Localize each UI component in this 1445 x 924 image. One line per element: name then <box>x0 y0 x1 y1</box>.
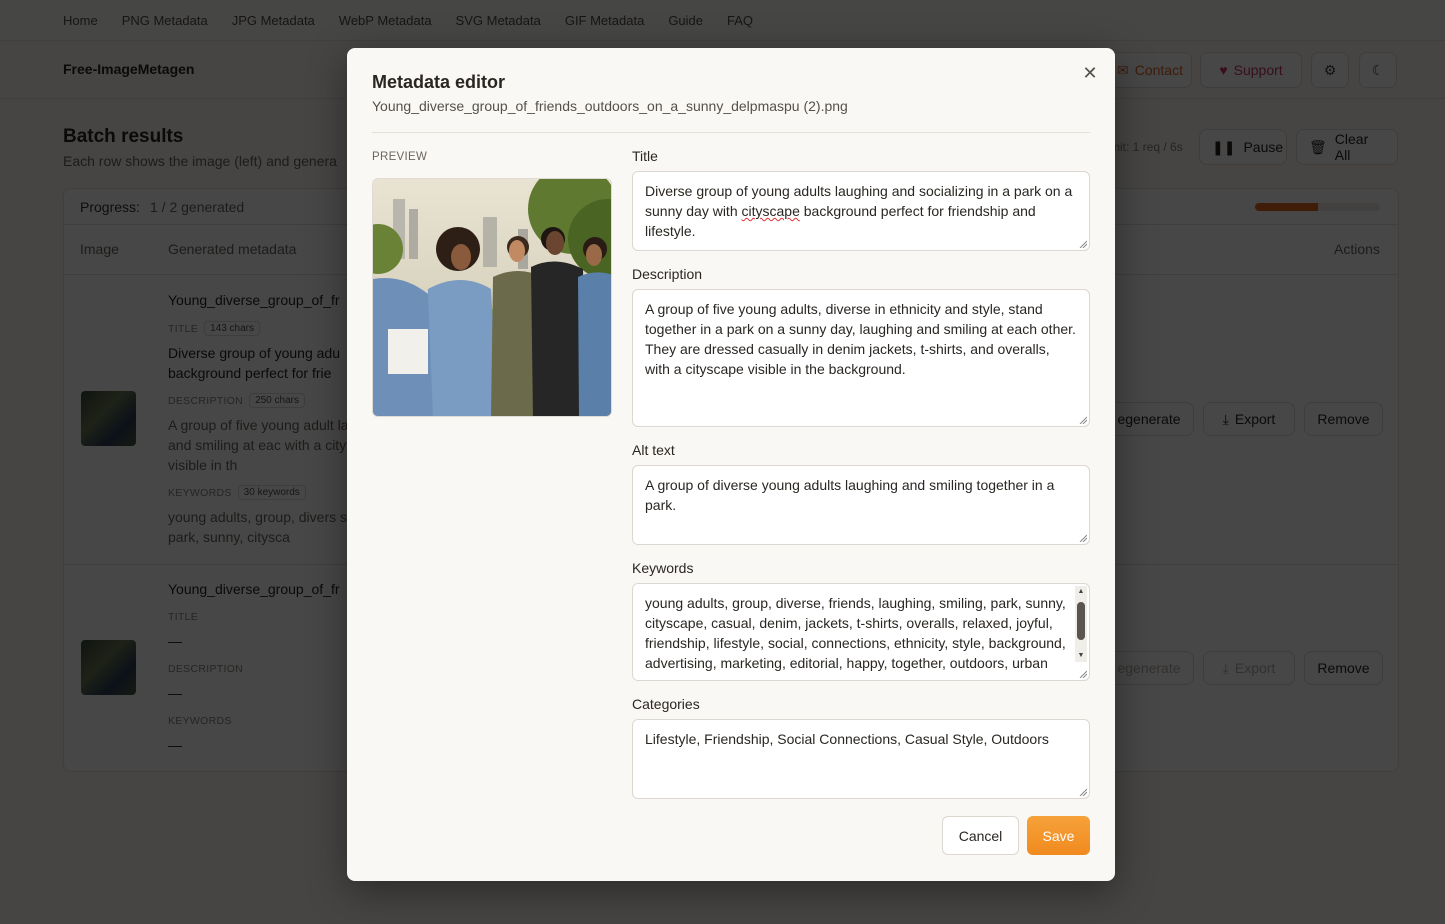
scroll-up-icon[interactable]: ▲ <box>1077 588 1085 595</box>
keywords-textarea[interactable] <box>632 583 1090 681</box>
preview-label: PREVIEW <box>372 151 428 163</box>
close-button[interactable] <box>1080 63 1100 83</box>
alt-text-field-label: Alt text <box>632 442 675 458</box>
spellcheck-word: cityscape <box>741 203 800 219</box>
keywords-text: young adults, group, diverse, friends, laughing, smiling, park, sunny, cityscape, casual, denim, jackets, t-shirts, overalls, relaxed, joyful, friendship, lifestyle, social, connections, ethnicity, style, background, advertising, marketing, editorial, happy, together, outdoors, urban <box>645 595 1066 671</box>
keywords-field-label: Keywords <box>632 560 694 576</box>
title-textarea[interactable] <box>632 171 1090 251</box>
save-button[interactable]: Save <box>1027 816 1090 855</box>
categories-field-label: Categories <box>632 696 700 712</box>
categories-text: Lifestyle, Friendship, Social Connections, Casual Style, Outdoors <box>645 731 1049 747</box>
description-textarea[interactable] <box>632 289 1090 427</box>
resize-handle-icon[interactable] <box>1079 240 1087 248</box>
resize-handle-icon[interactable] <box>1079 788 1087 796</box>
categories-textarea[interactable] <box>632 719 1090 799</box>
modal-filename: Young_diverse_group_of_friends_outdoors_on_a_sunny_delpmaspu (2).png <box>372 98 848 114</box>
close-icon: ✕ <box>1082 62 1098 83</box>
title-text-end: background perfect for friendship and lifestyle. <box>645 203 1036 239</box>
preview-image <box>372 178 612 417</box>
title-text-start: Diverse group of young adults laughing and socializing in a park on a sunny day with <box>645 183 1073 219</box>
resize-handle-icon[interactable] <box>1079 416 1087 424</box>
divider <box>372 132 1090 133</box>
description-field-label: Description <box>632 266 703 282</box>
title-field-label: Title <box>632 148 658 164</box>
resize-handle-icon[interactable] <box>1079 670 1087 678</box>
keywords-scrollbar[interactable] <box>1075 586 1087 662</box>
modal-title: Metadata editor <box>372 72 506 92</box>
resize-handle-icon[interactable] <box>1079 534 1087 542</box>
preview-photo-illustration <box>373 179 612 417</box>
description-text: A group of five young adults, diverse in ethnicity and style, stand together in a park on a sunny day, laughing and smiling at each other. They are dressed casually in denim jackets, t-shirts, and overalls, with a cityscape visible in the background. <box>645 301 1076 377</box>
alt-text: A group of diverse young adults laughing and smiling together in a park. <box>645 477 1055 513</box>
scroll-down-icon[interactable]: ▼ <box>1077 652 1085 659</box>
alt-text-textarea[interactable] <box>632 465 1090 545</box>
metadata-editor-modal <box>347 48 1115 881</box>
cancel-button[interactable]: Cancel <box>942 816 1019 855</box>
scroll-thumb[interactable] <box>1077 602 1085 640</box>
